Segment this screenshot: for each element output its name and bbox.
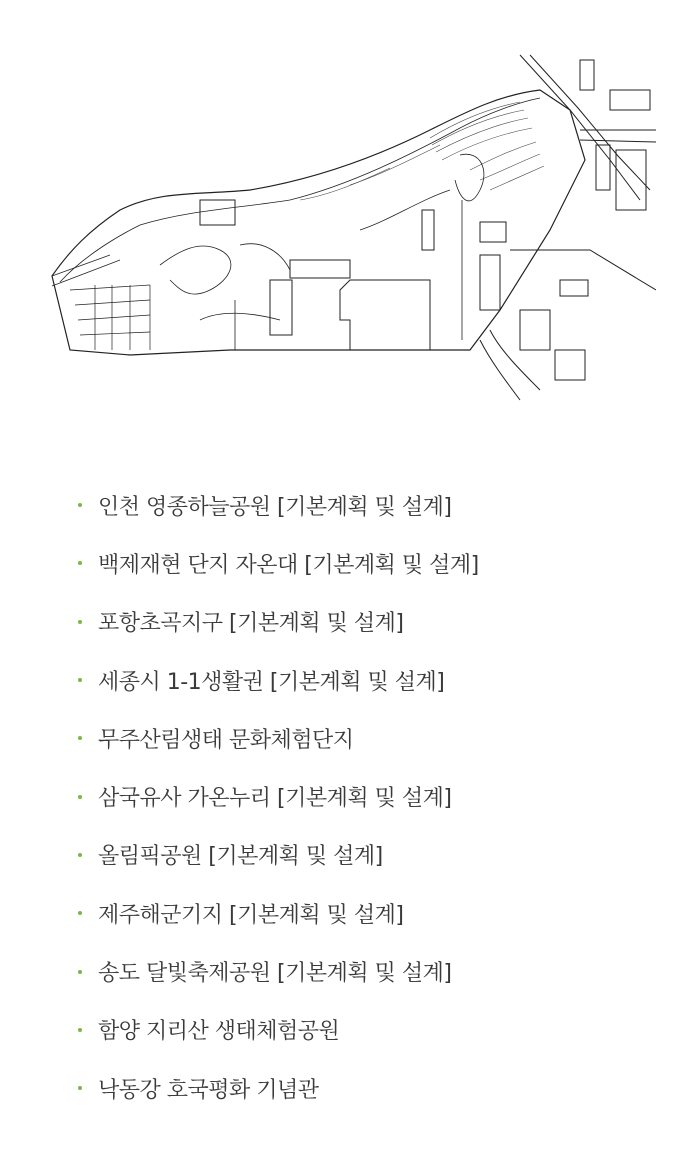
- project-label: 함양 지리산 생태체험공원: [98, 1019, 340, 1045]
- list-item: [78, 1059, 479, 1117]
- site-plan-drawing: [50, 50, 656, 402]
- list-item: [78, 476, 479, 534]
- project-label: 백제재현 단지 자온대 [기본계획 및 설계]: [98, 552, 479, 578]
- list-item: [78, 534, 479, 592]
- list-item: [78, 651, 479, 709]
- project-label: 인천 영종하늘공원 [기본계획 및 설계]: [98, 494, 452, 520]
- bullet-icon: [78, 620, 82, 624]
- project-label: 세종시 1-1생활권 [기본계획 및 설계]: [98, 669, 445, 695]
- project-label: 삼국유사 가온누리 [기본계획 및 설계]: [98, 786, 452, 812]
- project-label: 송도 달빛축제공원 [기본계획 및 설계]: [98, 961, 452, 987]
- bullet-icon: [78, 1086, 82, 1090]
- list-item: [78, 942, 479, 1000]
- bullet-icon: [78, 970, 82, 974]
- list-item: [78, 826, 479, 884]
- list-item: [78, 767, 479, 825]
- bullet-icon: [78, 736, 82, 740]
- bullet-icon: [78, 561, 82, 565]
- bullet-icon: [78, 911, 82, 915]
- list-item: [78, 1001, 479, 1059]
- list-item: [78, 709, 479, 767]
- project-label: 제주해군기지 [기본계획 및 설계]: [98, 902, 404, 928]
- bullet-icon: [78, 853, 82, 857]
- bullet-icon: [78, 1028, 82, 1032]
- project-label: 올림픽공원 [기본계획 및 설계]: [98, 844, 383, 870]
- project-label: 낙동강 호국평화 기념관: [98, 1077, 319, 1103]
- project-list: [78, 476, 479, 1117]
- list-item: [78, 593, 479, 651]
- project-label: 포항초곡지구 [기본계획 및 설계]: [98, 611, 404, 637]
- project-label: 무주산림생태 문화체험단지: [98, 727, 354, 753]
- site-plan-svg: [50, 50, 656, 402]
- list-item: [78, 884, 479, 942]
- bullet-icon: [78, 678, 82, 682]
- bullet-icon: [78, 503, 82, 507]
- bullet-icon: [78, 795, 82, 799]
